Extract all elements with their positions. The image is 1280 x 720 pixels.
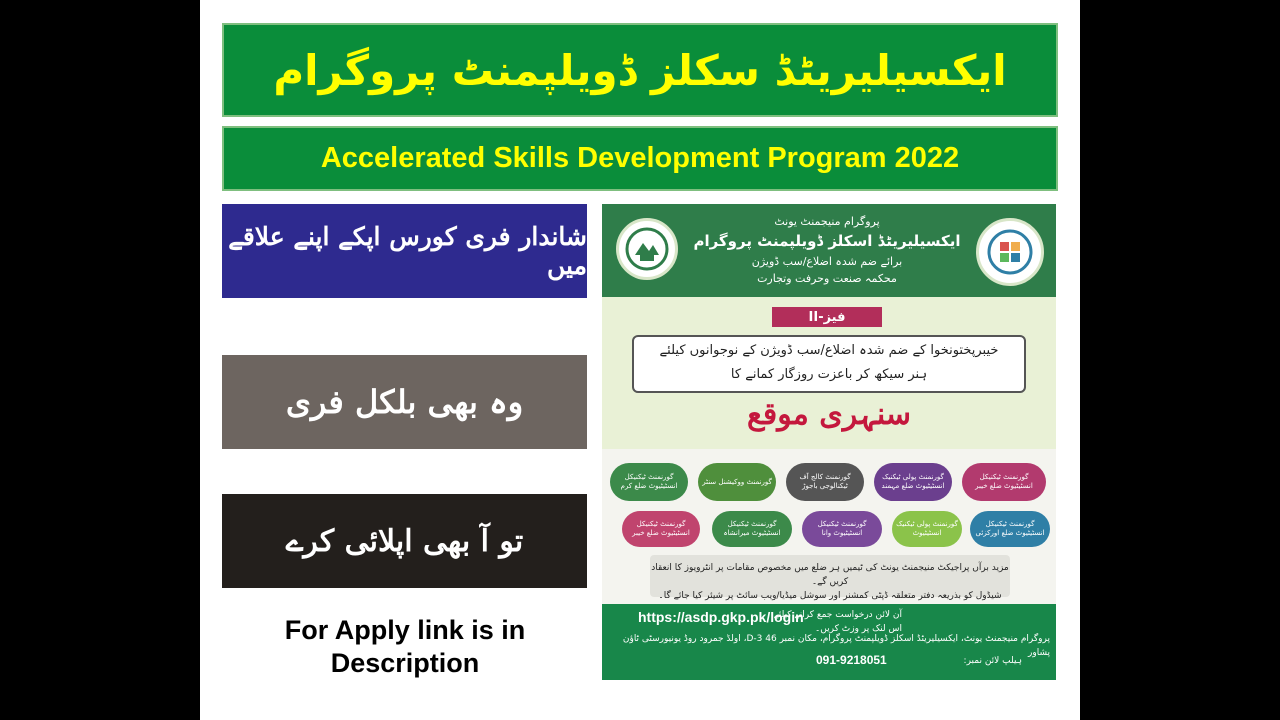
- poster-header: [602, 204, 1056, 297]
- institute-cloud: گورنمنٹ پولی ٹیکنیک انسٹیٹیوٹ ضلع مہمند: [874, 463, 952, 501]
- notice-line-2: شیڈول کو بذریعہ دفتر متعلقہ ڈپٹی کمشنر اور سوشل میڈیا/ویب سائٹ پر شیئر کیا جائے گا۔: [658, 591, 1002, 601]
- notice-line-1: مزید برآں پراجیکٹ منیجمنٹ یونٹ کی ٹیمیں ہر ضلع میں مخصوص مقامات پر انٹرویوز کا انعقاد کریں گے۔: [651, 563, 1009, 587]
- urdu-title-banner: [222, 23, 1058, 117]
- apply-now-text: تو آ بھی اپلائی کرے: [285, 523, 524, 559]
- office-address: پروگرام منیجمنٹ یونٹ، ایکسیلیریٹڈ اسکلز ڈویلپمنٹ پروگرام، مکان نمبر D-3 46، اولڈ جمرود روڈ یونیورسٹی ٹاؤن پشاور: [622, 634, 1050, 658]
- golden-opportunity: سنہری موقع: [746, 397, 912, 432]
- urdu-title: ایکسیلیریٹڈ سکلز ڈویلپمنٹ پروگرام: [273, 45, 1007, 95]
- institute-cloud: گورنمنٹ ٹیکنیکل انسٹیٹیوٹ میرانشاہ: [712, 511, 792, 547]
- institute-cloud: گورنمنٹ ٹیکنیکل انسٹیٹیوٹ وانا: [802, 511, 882, 547]
- poster-header-line-2: ایکسیلیریٹڈ اسکلز ڈویلپمنٹ پروگرام: [693, 232, 961, 250]
- institute-cloud: گورنمنٹ ٹیکنیکل انسٹیٹیوٹ ضلع کرم: [610, 463, 688, 501]
- poster-header-line-4: محکمہ صنعت وحرفت وتجارت: [757, 272, 897, 285]
- interview-notice: [650, 555, 1010, 601]
- apply-now-box: [222, 494, 587, 588]
- kp-government-logo: [616, 218, 678, 280]
- asdp-logo: [976, 218, 1044, 286]
- phase-ribbon: فیز-II: [772, 307, 882, 327]
- institute-cloud: گورنمنٹ ٹیکنیکل انسٹیٹیوٹ ضلع خیبر: [962, 463, 1046, 501]
- institute-cloud: گورنمنٹ پولی ٹیکنیک انسٹیٹیوٹ: [892, 511, 962, 547]
- english-title-banner: [222, 126, 1058, 191]
- online-apply-text: آن لائن درخواست جمع کرانے کیلئے اس لنک پر وزٹ کریں۔: [773, 610, 902, 634]
- totally-free-text: وہ بھی بلکل فری: [285, 383, 524, 421]
- helpline-number: 091-9218051: [816, 653, 887, 667]
- advertisement-poster: [602, 204, 1056, 680]
- free-course-text: شاندار فری کورس اپکے اپنے علاقے میں: [228, 222, 587, 280]
- institute-cloud: گورنمنٹ کالج آف ٹیکنالوجی باجوڑ: [786, 463, 864, 501]
- kp-emblem-icon: [625, 227, 669, 271]
- helpline-label: ہیلپ لائن نمبر:: [963, 656, 1022, 666]
- poster-middle: [602, 297, 1056, 449]
- institute-cloud: گورنمنٹ ووکیشنل سنٹر: [698, 463, 776, 501]
- apply-url[interactable]: https://asdp.gkp.pk/login: [638, 609, 804, 625]
- institute-cloud: گورنمنٹ ٹیکنیکل انسٹیٹیوٹ ضلع اورکزئی: [970, 511, 1050, 547]
- scroll-line-2: ہنر سیکھ کر باعزت روزگار کمانے کا: [730, 367, 928, 382]
- poster-scroll: [632, 335, 1026, 393]
- skills-development-emblem-icon: [986, 228, 1034, 276]
- scroll-line-1: خیبرپختونخوا کے ضم شدہ اضلاع/سب ڈویژن کے نوجوانوں کیلئے: [659, 343, 999, 358]
- english-title: Accelerated Skills Development Program 2022: [320, 142, 960, 174]
- poster-header-line-3: برائے ضم شدہ اضلاع/سب ڈویژن: [751, 255, 903, 268]
- apply-link-note: For Apply link is in Description: [284, 615, 526, 678]
- institute-cloud: گورنمنٹ ٹیکنیکل انسٹیٹیوٹ ضلع خیبر: [622, 511, 700, 547]
- totally-free-box: [222, 355, 587, 449]
- free-course-box: [222, 204, 587, 298]
- poster-footer: [602, 604, 1056, 680]
- thumbnail-page: [200, 0, 1080, 720]
- institutes-section: [602, 449, 1056, 604]
- poster-header-line-1: پروگرام منیجمنٹ یونٹ: [774, 215, 880, 228]
